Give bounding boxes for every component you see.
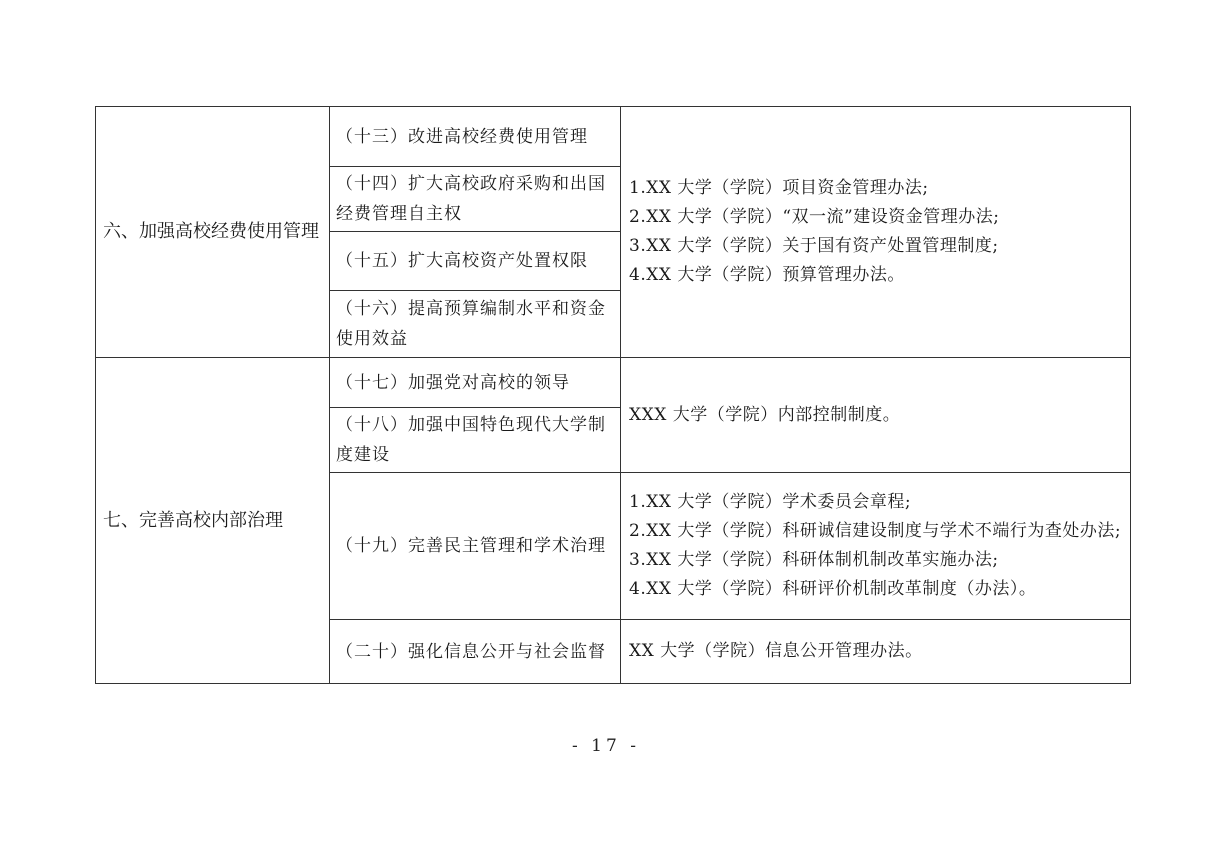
measure-item: （十四）扩大高校政府采购和出国经费管理自主权 bbox=[336, 174, 606, 224]
measure-item: （二十）强化信息公开与社会监督 bbox=[336, 641, 606, 662]
documents-list bbox=[621, 635, 1130, 668]
documents-cell bbox=[621, 107, 1131, 358]
documents-list bbox=[621, 399, 1130, 432]
document-entry: 4.XX 大学（学院）预算管理办法。 bbox=[629, 265, 905, 285]
document-entry: 3.XX 大学（学院）关于国有资产处置管理制度; bbox=[629, 236, 999, 256]
item-cell bbox=[330, 473, 621, 620]
item-cell bbox=[330, 358, 621, 408]
measure-item: （十八）加强中国特色现代大学制度建设 bbox=[336, 415, 606, 465]
item-cell bbox=[330, 167, 621, 232]
documents-list bbox=[621, 486, 1130, 606]
item-cell bbox=[330, 107, 621, 167]
measure-item: （十九）完善民主管理和学术治理 bbox=[336, 536, 606, 556]
table-row bbox=[96, 107, 1131, 167]
item-cell bbox=[330, 232, 621, 291]
documents-cell bbox=[621, 473, 1131, 620]
measures-table bbox=[95, 106, 1131, 684]
item-cell bbox=[330, 291, 621, 358]
documents-list bbox=[621, 172, 1130, 292]
category-cell bbox=[96, 107, 330, 358]
document-entry: 1.XX 大学（学院）项目资金管理办法; bbox=[629, 178, 929, 198]
category-label: 六、加强高校经费使用管理 bbox=[103, 221, 319, 242]
measure-item: （十五）扩大高校资产处置权限 bbox=[336, 251, 588, 271]
measure-item: （十六）提高预算编制水平和资金使用效益 bbox=[336, 299, 606, 349]
item-cell bbox=[330, 408, 621, 473]
document-entry: 3.XX 大学（学院）科研体制机制改革实施办法; bbox=[629, 550, 999, 570]
item-cell bbox=[330, 620, 621, 684]
document-entry: 1.XX 大学（学院）学术委员会章程; bbox=[629, 492, 912, 512]
document-entry: XXX 大学（学院）内部控制制度。 bbox=[629, 404, 901, 425]
document-entry: 2.XX 大学（学院）“双一流”建设资金管理办法; bbox=[629, 207, 1000, 227]
document-entry: 2.XX 大学（学院）科研诚信建设制度与学术不端行为查处办法; bbox=[629, 521, 1122, 541]
category-cell bbox=[96, 358, 330, 684]
document-entry: 4.XX 大学（学院）科研评价机制改革制度（办法）。 bbox=[629, 579, 1037, 599]
document-entry: XX 大学（学院）信息公开管理办法。 bbox=[629, 641, 923, 661]
measure-item: （十三）改进高校经费使用管理 bbox=[336, 126, 588, 147]
measure-item: （十七）加强党对高校的领导 bbox=[336, 372, 570, 393]
documents-cell bbox=[621, 358, 1131, 473]
category-label: 七、完善高校内部治理 bbox=[103, 509, 283, 531]
documents-cell bbox=[621, 620, 1131, 684]
page-number: - 17 - bbox=[572, 736, 640, 756]
table-row bbox=[96, 358, 1131, 408]
